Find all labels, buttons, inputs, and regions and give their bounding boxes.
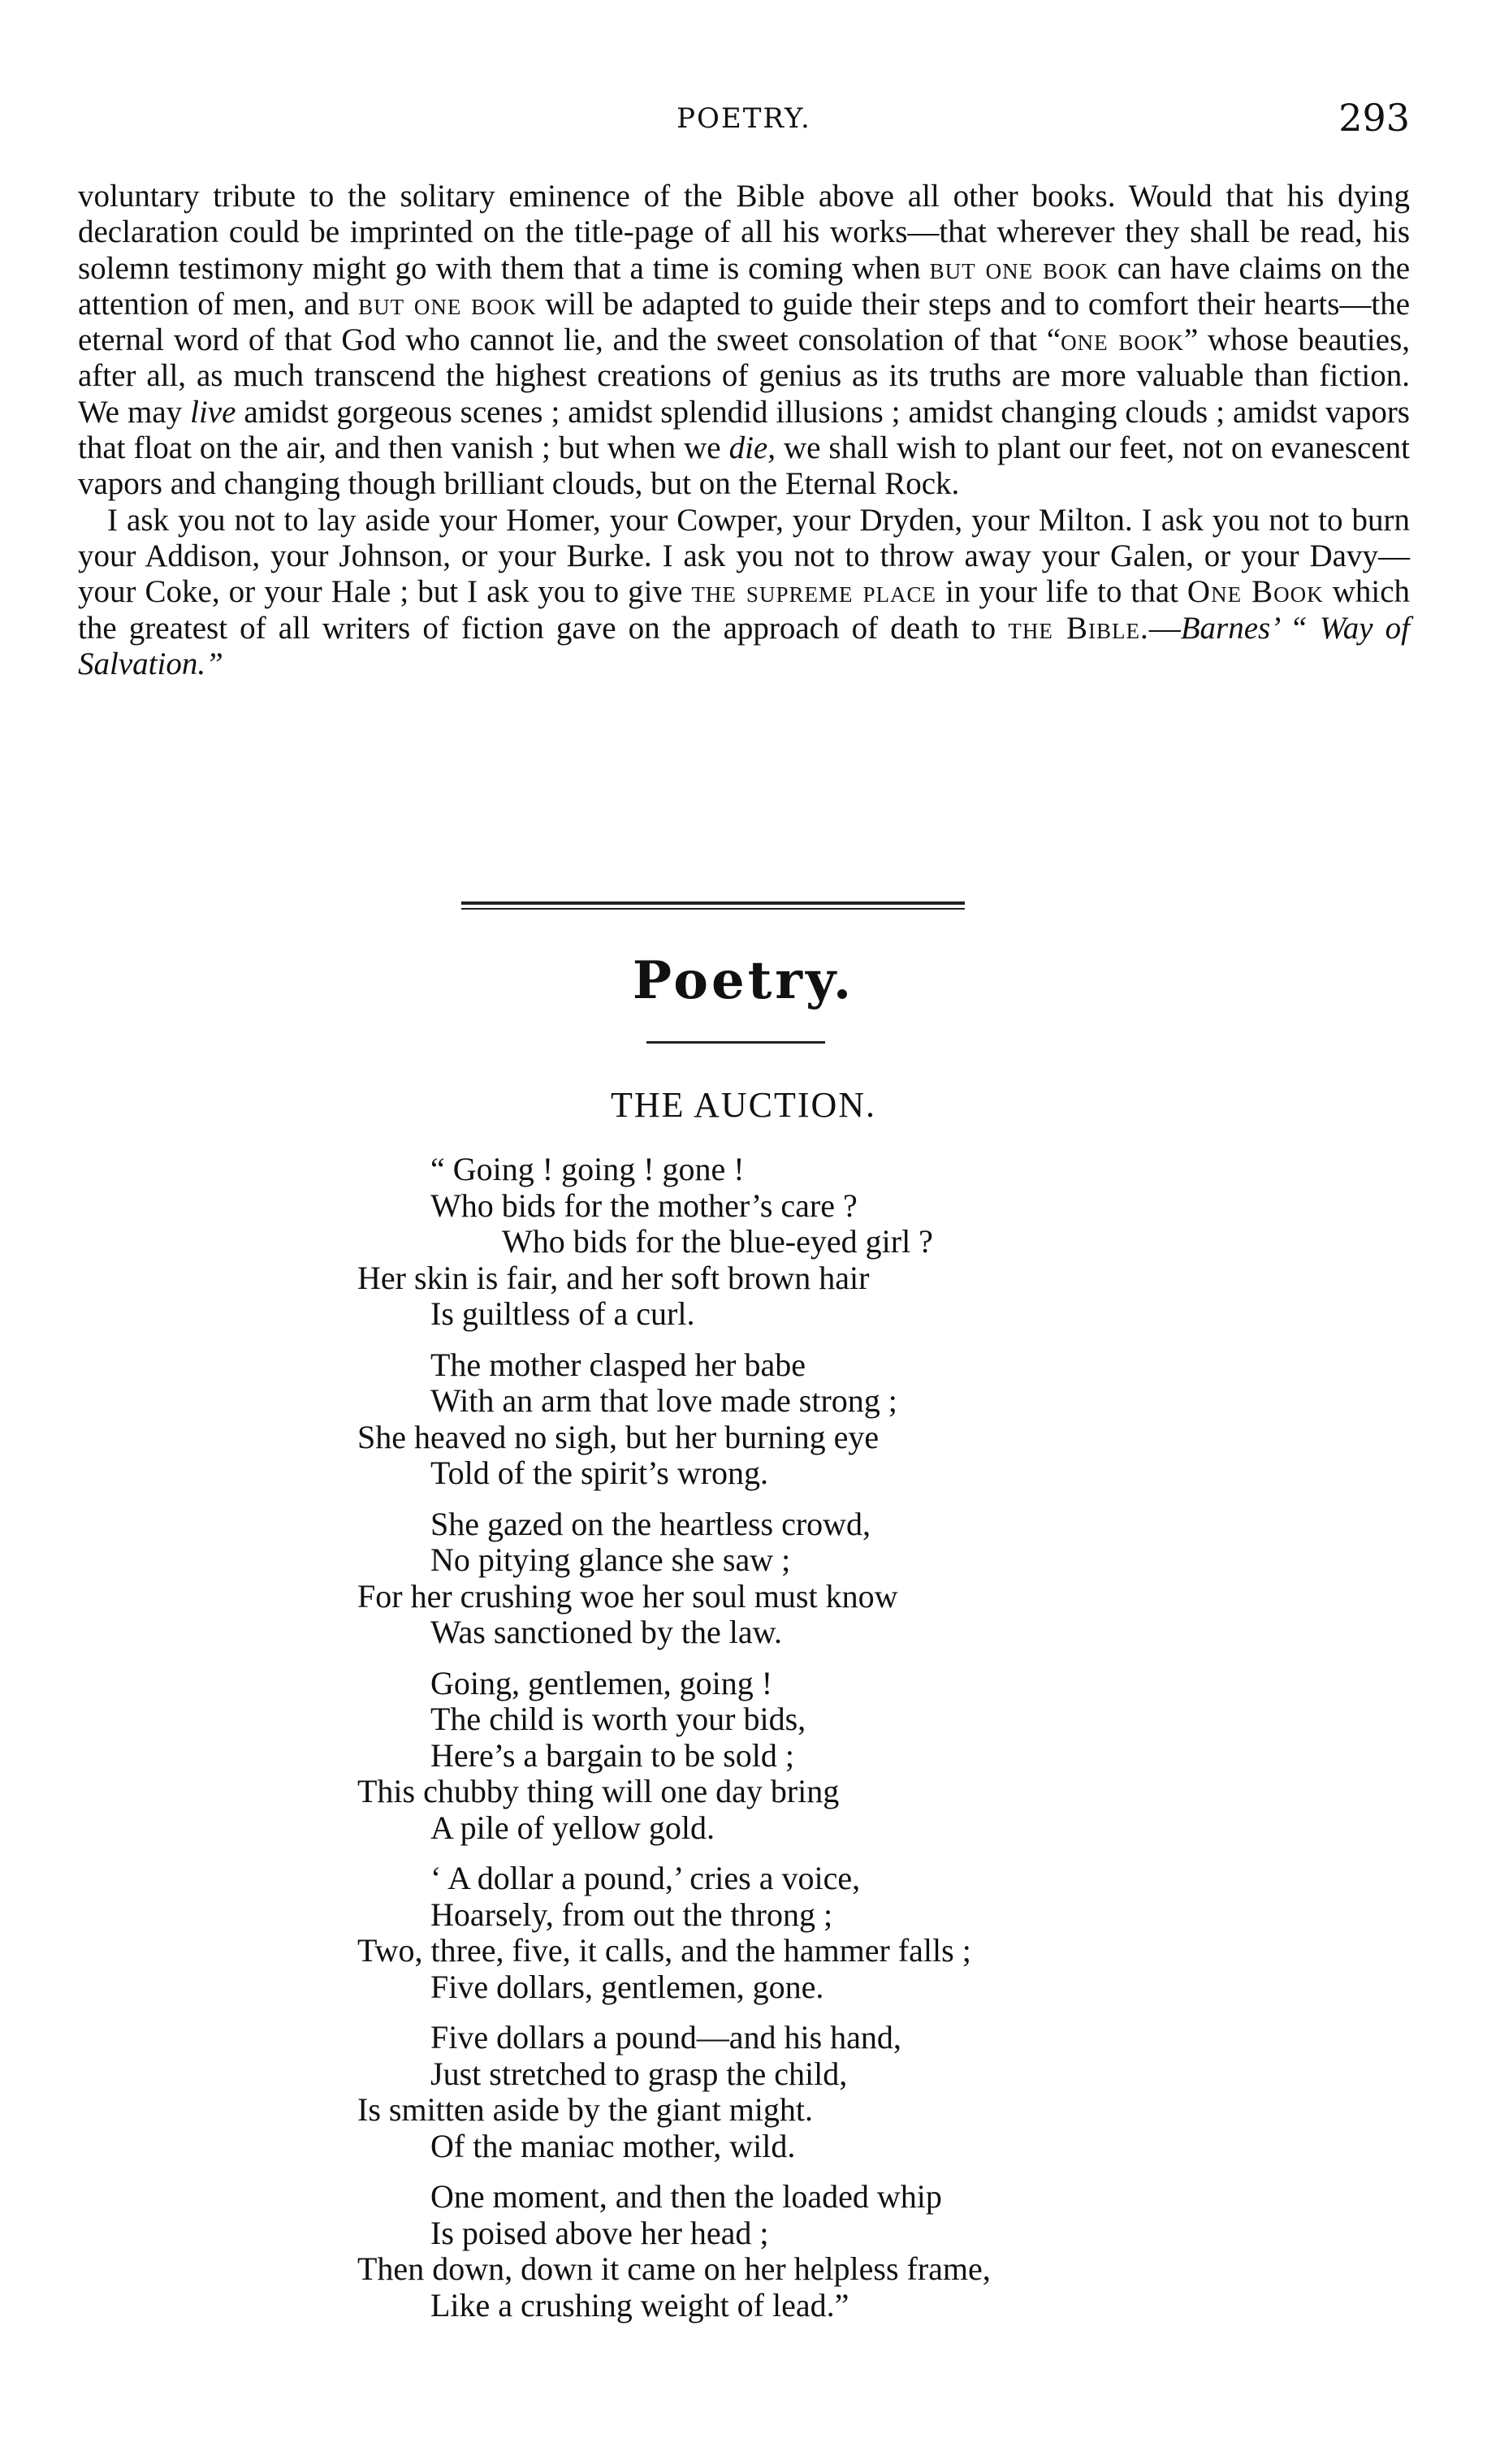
poem-line: For her crushing woe her soul must know bbox=[357, 1577, 898, 1615]
text-run: can have claims on the attention of men, and bbox=[78, 250, 1410, 322]
text-run: we shall wish to plant our feet, not on evanescent vapors and changing though brilliant clouds, but on the Eternal Rock. bbox=[78, 430, 1410, 502]
poem-line: Two, three, five, it calls, and the hammer falls ; bbox=[357, 1932, 971, 1969]
poem-line: Her skin is fair, and her soft brown hair bbox=[357, 1259, 870, 1296]
poem-line: Here’s a bargain to be sold ; bbox=[430, 1736, 795, 1774]
poem-stanza bbox=[0, 1861, 1487, 2005]
text-run: — bbox=[1148, 610, 1181, 646]
poem-line: No pitying glance she saw ; bbox=[430, 1541, 791, 1578]
poem-line: Is poised above her head ; bbox=[430, 2214, 769, 2251]
small-caps-run: but one book bbox=[358, 286, 537, 322]
poem-stanza bbox=[0, 2020, 1487, 2164]
text-run: voluntary tribute to the solitary eminence of the Bible above all other books. Would that his dying declaration could be imprinted on the title-page of all his works—that wherever they shall be read, his solemn testimony might go with them that a time is coming when bbox=[78, 179, 1410, 286]
italic-citation: Barnes’ “ Way of Salvation.” bbox=[78, 610, 1411, 681]
poem-stanza bbox=[0, 1152, 1487, 1333]
small-caps-run: One Book bbox=[1187, 574, 1324, 610]
italic-run: die, bbox=[728, 430, 776, 466]
running-title: POETRY. bbox=[676, 102, 811, 135]
poem-line: Who bids for the blue-eyed girl ? bbox=[502, 1223, 933, 1260]
poem-line: This chubby thing will one day bring bbox=[357, 1773, 840, 1809]
small-caps-run: the supreme place bbox=[691, 574, 937, 610]
text-run: which the greatest of all writers of fiction gave on the approach of death to bbox=[78, 574, 1411, 646]
poem-stanza bbox=[0, 1506, 1487, 1651]
paragraph-1 bbox=[78, 179, 1410, 503]
poem-stanza bbox=[0, 2179, 1487, 2324]
poem-line: “ Going ! going ! gone ! bbox=[430, 1151, 745, 1187]
poem-line: Five dollars, gentlemen, gone. bbox=[430, 1968, 824, 2005]
poem-line: Is smitten aside by the giant might. bbox=[357, 2091, 814, 2128]
poem-line: Hoarsely, from out the throng ; bbox=[430, 1896, 833, 1933]
paragraph-2 bbox=[78, 503, 1410, 682]
poem-line: Of the maniac mother, wild. bbox=[430, 2127, 796, 2164]
poem-line: Then down, down it came on her helpless frame, bbox=[357, 2250, 991, 2287]
section-heading: Poetry. bbox=[632, 950, 855, 1011]
poem-line: She gazed on the heartless crowd, bbox=[430, 1505, 871, 1542]
poem-line: With an arm that love made strong ; bbox=[430, 1382, 897, 1419]
double-rule-divider bbox=[461, 901, 965, 913]
text-run: will be adapted to guide their steps and to comfort their hearts—the eternal word of that God who cannot lie, and the sweet consolation of that “ bbox=[78, 286, 1411, 358]
text-run: in your life to that bbox=[936, 574, 1187, 610]
poem-line: Five dollars a pound—and his hand, bbox=[430, 2019, 901, 2055]
poem-stanza bbox=[0, 1666, 1487, 1847]
poem-stanza bbox=[0, 1347, 1487, 1492]
poem-line: She heaved no sigh, but her burning eye bbox=[357, 1418, 880, 1455]
running-head bbox=[78, 96, 1410, 153]
text-run: ” whose beauties, after all, as much transcend the highest creations of genius as its truths are more valuable than fiction. We may bbox=[78, 322, 1411, 430]
poem-line: The child is worth your bids, bbox=[430, 1701, 806, 1737]
poem-line: A pile of yellow gold. bbox=[430, 1809, 715, 1846]
small-caps-run: one book bbox=[1061, 322, 1184, 358]
poem-body bbox=[0, 1152, 1487, 2338]
text-run: amidst gorgeous scenes ; amidst splendid illusions ; amidst changing clouds ; amidst vapors that float on the air, and then vanish ; but when we bbox=[78, 394, 1410, 466]
small-caps-run: but one book bbox=[929, 250, 1109, 286]
poem-line: Who bids for the mother’s care ? bbox=[430, 1187, 858, 1224]
poem-line: Told of the spirit’s wrong. bbox=[430, 1455, 769, 1491]
poem-line: Going, gentlemen, going ! bbox=[430, 1664, 773, 1701]
small-caps-run: the Bible. bbox=[1008, 610, 1149, 646]
poem-line: Just stretched to grasp the child, bbox=[430, 2055, 848, 2092]
poem-line: Is guiltless of a curl. bbox=[430, 1295, 695, 1332]
poem-line: Was sanctioned by the law. bbox=[430, 1614, 782, 1650]
poem-title: THE AUCTION. bbox=[610, 1085, 877, 1125]
poem-line: Like a crushing weight of lead.” bbox=[430, 2286, 849, 2324]
poem-line: The mother clasped her babe bbox=[430, 1346, 806, 1383]
prose-text bbox=[78, 179, 1410, 682]
poem-line: ‘ A dollar a pound,’ cries a voice, bbox=[430, 1860, 861, 1896]
poem-line: One moment, and then the loaded whip bbox=[430, 2178, 942, 2215]
short-rule-divider bbox=[646, 1041, 825, 1044]
page-number: 293 bbox=[1338, 96, 1410, 140]
italic-run: live bbox=[190, 394, 236, 430]
text-run: I ask you not to lay aside your Homer, your Cowper, your Dryden, your Milton. I ask you not to burn your Addison, your Johnson, or your Burke. I ask you not to throw away your Galen, or your Davy—your Coke, or your Hale ; but I ask you to give bbox=[78, 502, 1410, 610]
